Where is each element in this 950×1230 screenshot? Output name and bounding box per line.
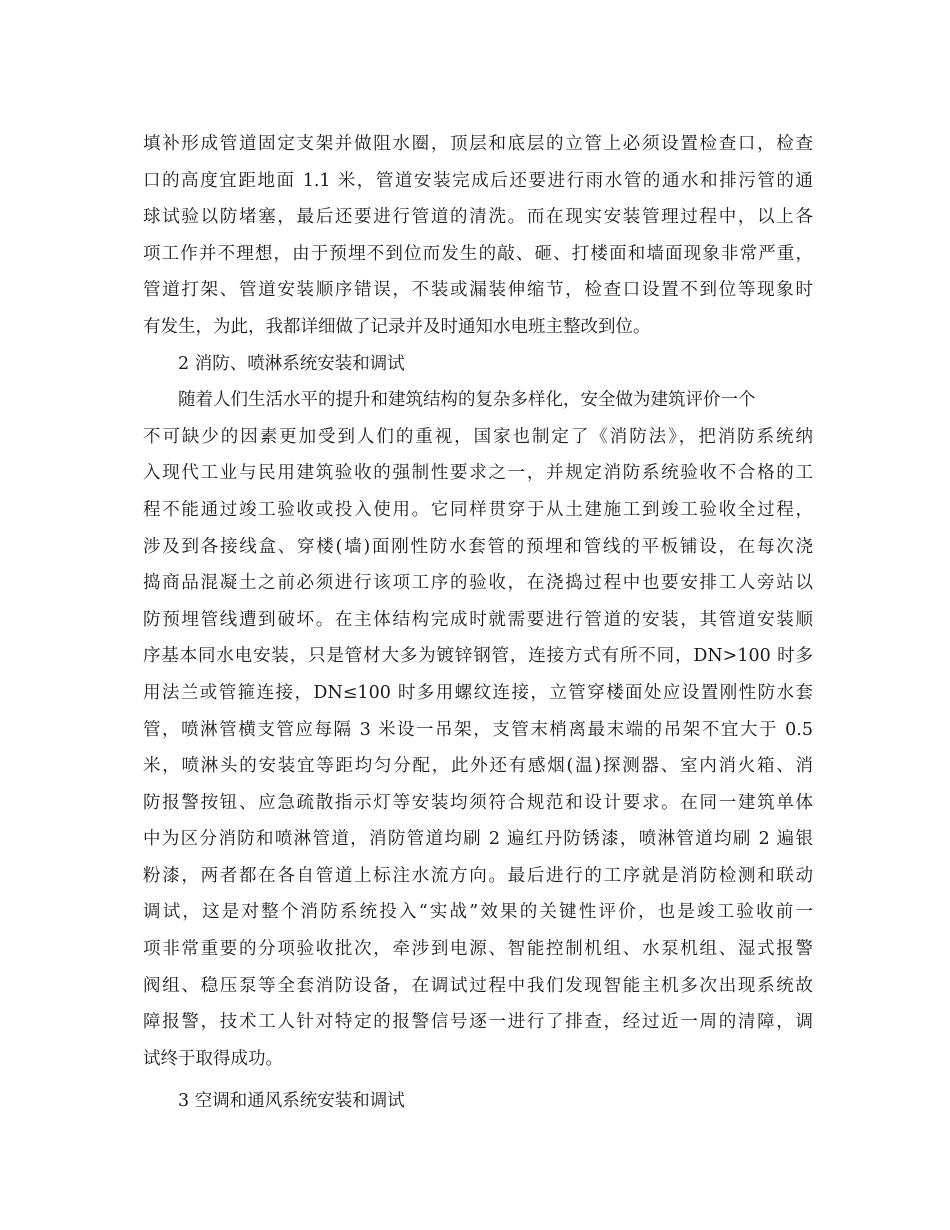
paragraph-line: 涉及到各接线盒、穿楼(墙)面刚性防水套管的预埋和管线的平板铺设，在每次浇 (143, 536, 813, 557)
paragraph-line: 障报警，技术工人针对特定的报警信号逐一进行了排查，经过近一周的清障，调 (143, 1012, 813, 1033)
paragraph-line: 口的高度宜距地面 1.1 米，管道安装完成后还要进行雨水管的通水和排污管的通 (143, 170, 813, 191)
paragraph-line: 序基本同水电安装，只是管材大多为镀锌钢管，连接方式有所不同，DN>100 时多 (143, 646, 813, 667)
paragraph-line: 阀组、稳压泵等全套消防设备，在调试过程中我们发现智能主机多次出现系统故 (143, 975, 813, 996)
paragraph-line: 试终于取得成功。 (143, 1048, 283, 1069)
paragraph-line: 粉漆，两者都在各自管道上标注水流方向。最后进行的工序就是消防检测和联动 (143, 865, 813, 886)
document-body (143, 126, 813, 1120)
paragraph-line: 入现代工业与民用建筑验收的强制性要求之一，并规定消防系统验收不合格的工 (143, 463, 813, 484)
paragraph-line: 调试，这是对整个消防系统投入“实战”效果的关键性评价，也是竣工验收前一 (143, 902, 813, 923)
section-heading-2: 2 消防、喷淋系统安装和调试 (178, 353, 405, 374)
paragraph-line: 项非常重要的分项验收批次，牵涉到电源、智能控制机组、水泵机组、湿式报警 (143, 939, 813, 960)
paragraph-line: 捣商品混凝土之前必须进行该项工序的验收，在浇捣过程中也要安排工人旁站以 (143, 573, 813, 594)
paragraph-line: 有发生，为此，我都详细做了记录并及时通知水电班主整改到位。 (143, 316, 651, 337)
paragraph-line: 防预埋管线遭到破坏。在主体结构完成时就需要进行管道的安装，其管道安装顺 (143, 609, 813, 630)
paragraph-line: 项工作并不理想，由于预埋不到位而发生的敲、砸、打楼面和墙面现象非常严重， (143, 243, 813, 264)
paragraph-line: 管，喷淋管横支管应每隔 3 米设一吊架，支管末梢离最末端的吊架不宜大于 0.5 (143, 719, 813, 740)
paragraph-line: 不可缺少的因素更加受到人们的重视，国家也制定了《消防法》，把消防系统纳 (143, 426, 813, 447)
paragraph-line: 防报警按钮、应急疏散指示灯等安装均须符合规范和设计要求。在同一建筑单体 (143, 792, 813, 813)
paragraph-line: 随着人们生活水平的提升和建筑结构的复杂多样化，安全做为建筑评价一个 (178, 390, 756, 411)
paragraph-line: 米，喷淋头的安装宜等距均匀分配，此外还有感烟(温)探测器、室内消火箱、消 (143, 756, 813, 777)
section-heading-3: 3 空调和通风系统安装和调试 (178, 1091, 405, 1112)
paragraph-line: 中为区分消防和喷淋管道，消防管道均刷 2 遍红丹防锈漆，喷淋管道均刷 2 遍银 (143, 829, 813, 850)
paragraph-line: 球试验以防堵塞，最后还要进行管道的清洗。而在现实安装管理过程中，以上各 (143, 207, 813, 228)
paragraph-line: 管道打架、管道安装顺序错误，不装或漏装伸缩节，检查口设置不到位等现象时 (143, 280, 813, 301)
paragraph-line: 填补形成管道固定支架并做阻水圈，顶层和底层的立管上必须设置检查口，检查 (143, 134, 813, 154)
paragraph-2 (143, 382, 813, 1077)
paragraph-line: 程不能通过竣工验收或投入使用。它同样贯穿于从土建施工到竣工验收全过程， (143, 499, 813, 520)
paragraph-1 (143, 126, 813, 346)
paragraph-line: 用法兰或管箍连接，DN≤100 时多用螺纹连接，立管穿楼面处应设置刚性防水套 (143, 682, 813, 703)
